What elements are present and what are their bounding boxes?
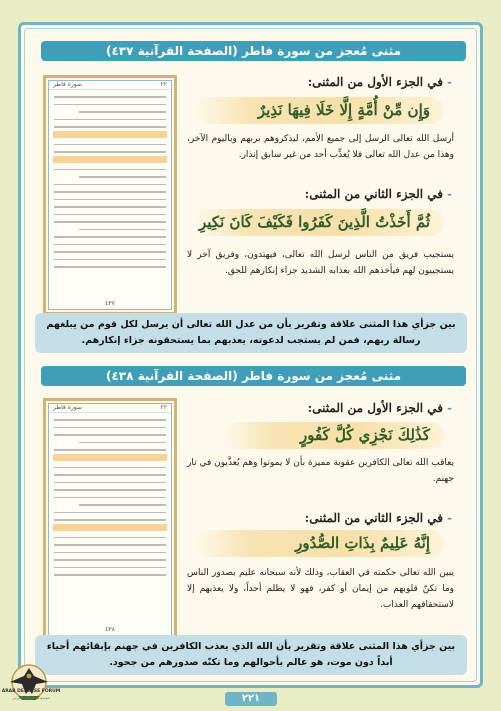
section-1-part-2-title: -في الجزء الثاني من المثنى: — [304, 187, 452, 201]
section-1-text-2: يستجيب فريق من الناس لرسل الله تعالى، فيهتدون، وفريق آخر لا يستجيبون لهم فيأخذهم الله بعذابه الشديد جزاء إنكارهم للحق. — [187, 250, 454, 276]
logo-name: ARAB DEFENSE FORUM — [1, 689, 61, 694]
section-1-verse-2: ثُمَّ أَخَذْتُ الَّذِينَ كَفَرُوا فَكَيْفَ كَانَ نَكِيرِ — [194, 209, 444, 236]
section-2-part-1-title: -في الجزء الأول من المثنى: — [307, 401, 452, 415]
section-2-text-2: يبين الله تعالى حكمته في العقاب، وذلك لأنه سبحانه عليم بصدور الناس وما تكنّ قلوبهم من إيمان أو كفر، فهو لا يظلم أحداً، ولا يعذبهم إلا لاستحقاقهم العذاب. — [187, 568, 454, 610]
page-frame — [18, 22, 483, 688]
section-2-verse-1: كَذَٰلِكَ نَجْزِي كُلَّ كَفُورٍ — [224, 422, 444, 449]
section-1-part-1-title: -في الجزء الأول من المثنى: — [307, 75, 452, 89]
section-1-header: مثنى مُعجز من سورة فاطر (الصفحة القرآنية ٤٣٧) — [41, 41, 466, 61]
mushaf-highlight-verse-1 — [53, 454, 167, 461]
mushaf-page-437-image: ٢٢ سورة فاطر ٤٣٧ — [43, 75, 177, 315]
section-2-text-1: يعاقب الله تعالى الكافرين عقوبة مميزة بأن لا يموتوا وهم يُعذَّبون في نار جهنم. — [187, 458, 454, 484]
section-2-part-2-title: -في الجزء الثاني من المثنى: — [304, 511, 452, 525]
mushaf-highlight-verse-1 — [53, 131, 167, 138]
mushaf-page-number: ٤٣٨ — [105, 626, 115, 633]
eagle-emblem-icon — [4, 660, 54, 708]
mushaf-juz-number: ٢٢ — [160, 404, 167, 411]
section-2-verse-2: إِنَّهُ عَلِيمٌ بِذَاتِ الصُّدُورِ — [194, 530, 444, 557]
page-number: ٢٢١ — [225, 692, 277, 706]
logo-subtitle: موسوعة الدفاع العربي — [12, 695, 50, 700]
mushaf-juz-number: ٢٢ — [160, 81, 167, 88]
mushaf-highlight-verse-2 — [53, 156, 167, 163]
mushaf-page-438-image: ٢٢ سورة فاطر ٤٣٨ — [43, 398, 177, 641]
mushaf-highlight-verse-2 — [53, 524, 167, 531]
section-1-conclusion: بين جزأي هذا المثنى علاقة وتقرير بأن من عدل الله تعالى أن يرسل لكل قوم من يبلغهم رسالة ربهم، فمن لم يستجب لدعوته، يعذبهم بما يستحقونه جزاء إنكارهم. — [35, 313, 467, 353]
mushaf-page-number: ٤٣٧ — [105, 300, 115, 307]
section-2-conclusion: بين جزأي هذا المثنى علاقة وتقرير بأن الله الذي يعذب الكافرين في جهنم بإبقائهم أحياء أبداً دون موت، هو عالم بأحوالهم وما تكنّه صدورهم من جحود. — [35, 635, 467, 675]
section-1-text-1: أرسل الله تعالى الرسل إلى جميع الأمم، ليذكروهم بربهم وباليوم الآخر، وهذا من عدل الله تعالى فلا يُعذِّب أحد من غير سابق إنذار. — [187, 134, 454, 160]
section-2-header: مثنى مُعجز من سورة فاطر (الصفحة القرآنية ٤٣٨) — [41, 366, 466, 386]
section-1-verse-1: وَإِن مِّنْ أُمَّةٍ إِلَّا خَلَا فِيهَا نَذِيرٌ — [194, 97, 444, 124]
